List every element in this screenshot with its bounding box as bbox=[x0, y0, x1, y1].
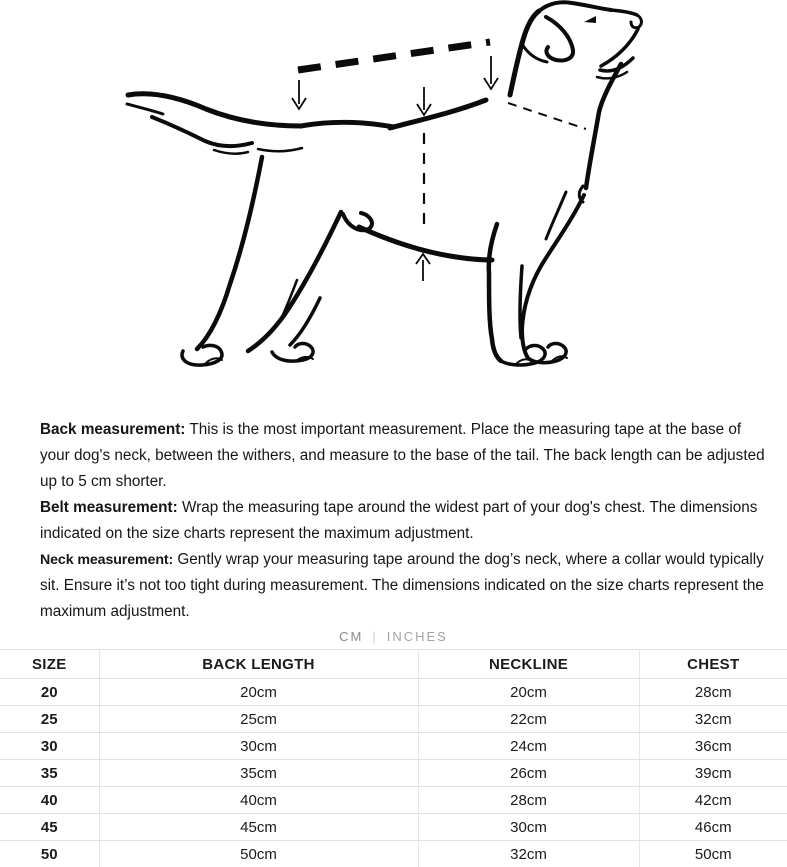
units-inches-button[interactable]: INCHES bbox=[386, 629, 448, 644]
neck-measurement-text: Gently wrap your measuring tape around the dog’s neck, where a collar would typically sit. Ensure it’s not too tight during measurement. The dimensions indicated on the size charts represent the maximum adjustment. bbox=[40, 551, 764, 620]
neck-back bbox=[510, 11, 539, 95]
back-length-cell: 35cm bbox=[99, 760, 418, 787]
front-leg-near bbox=[520, 266, 522, 338]
neckline-cell: 22cm bbox=[418, 706, 639, 733]
nose bbox=[631, 15, 641, 28]
measurement-instructions bbox=[0, 407, 787, 625]
tail bbox=[258, 148, 302, 151]
belt-measurement-label: Belt measurement: bbox=[40, 499, 178, 516]
units-toggle bbox=[0, 627, 787, 646]
chest-cell: 36cm bbox=[639, 733, 787, 760]
back-measurement-label: Back measurement: bbox=[40, 421, 186, 438]
neckline-cell: 32cm bbox=[418, 841, 639, 867]
hind-leg bbox=[197, 157, 262, 349]
back-length-cell: 20cm bbox=[99, 679, 418, 706]
back-line bbox=[390, 100, 486, 128]
muzzle bbox=[611, 10, 637, 15]
neckline-cell: 24cm bbox=[418, 733, 639, 760]
neckline-cell: 20cm bbox=[418, 679, 639, 706]
front-leg-near bbox=[489, 224, 501, 361]
neck-measurement-paragraph bbox=[40, 547, 771, 625]
table-row bbox=[0, 760, 787, 787]
back-line bbox=[301, 122, 394, 127]
belt-measurement-paragraph bbox=[40, 495, 771, 547]
neckline-cell: 30cm bbox=[418, 814, 639, 841]
eye bbox=[584, 16, 596, 23]
belly bbox=[359, 227, 492, 260]
hind-leg-far bbox=[290, 298, 320, 345]
back-length-cell: 30cm bbox=[99, 733, 418, 760]
size-chart-table bbox=[0, 649, 787, 867]
paw bbox=[182, 345, 222, 365]
table-row bbox=[0, 787, 787, 814]
chest-column-header: CHEST bbox=[639, 650, 787, 679]
back-length-dashed-line bbox=[298, 42, 490, 70]
table-row bbox=[0, 814, 787, 841]
table-header-row bbox=[0, 650, 787, 679]
tail bbox=[127, 104, 163, 114]
size-cell: 35 bbox=[0, 760, 99, 787]
chest-cell: 28cm bbox=[639, 679, 787, 706]
arrow-down-icon bbox=[417, 87, 431, 115]
size-cell: 40 bbox=[0, 787, 99, 814]
size-cell: 20 bbox=[0, 679, 99, 706]
back-length-cell: 25cm bbox=[99, 706, 418, 733]
size-cell: 30 bbox=[0, 733, 99, 760]
size-cell: 50 bbox=[0, 841, 99, 867]
ear bbox=[546, 17, 573, 61]
cheek bbox=[522, 44, 547, 62]
table-row bbox=[0, 679, 787, 706]
chest-cell: 50cm bbox=[639, 841, 787, 867]
measurement-guides bbox=[292, 42, 586, 281]
back-measurement-paragraph bbox=[40, 417, 771, 495]
size-column-header: SIZE bbox=[0, 650, 99, 679]
back-length-cell: 40cm bbox=[99, 787, 418, 814]
neckline-cell: 28cm bbox=[418, 787, 639, 814]
dog-measurement-diagram bbox=[0, 0, 787, 407]
chest-cell: 42cm bbox=[639, 787, 787, 814]
chest-cell: 39cm bbox=[639, 760, 787, 787]
arrow-up-icon bbox=[416, 254, 430, 281]
hind-leg bbox=[248, 212, 341, 351]
size-cell: 45 bbox=[0, 814, 99, 841]
neck-measurement-label: Neck measurement: bbox=[40, 552, 174, 568]
back-measurement-text: This is the most important measurement. Place the measuring tape at the base of your dog's neck, between the withers, and measure to the base of the tail. The back length can be adjusted up to 5 cm shorter. bbox=[40, 421, 765, 490]
chest-cell: 46cm bbox=[639, 814, 787, 841]
units-cm-button[interactable]: CM bbox=[339, 629, 364, 644]
size-cell: 25 bbox=[0, 706, 99, 733]
table-row bbox=[0, 733, 787, 760]
table-row bbox=[0, 841, 787, 867]
neckline-column-header: NECKLINE bbox=[418, 650, 639, 679]
throat bbox=[586, 64, 621, 188]
tail bbox=[214, 150, 248, 154]
head-top bbox=[539, 2, 611, 11]
flank bbox=[343, 213, 372, 230]
arrow-down-icon bbox=[484, 56, 498, 89]
table-row bbox=[0, 706, 787, 733]
neckline-dashed-line bbox=[508, 103, 586, 129]
chest-cell: 32cm bbox=[639, 706, 787, 733]
back-length-cell: 45cm bbox=[99, 814, 418, 841]
arrow-down-icon bbox=[292, 80, 306, 109]
belt-measurement-text: Wrap the measuring tape around the widest part of your dog's chest. The dimensions indicated on the size charts represent the maximum adjustment. bbox=[40, 499, 758, 542]
neckline-cell: 26cm bbox=[418, 760, 639, 787]
back-length-cell: 50cm bbox=[99, 841, 418, 867]
back-length-column-header: BACK LENGTH bbox=[99, 650, 418, 679]
units-separator: | bbox=[372, 629, 378, 644]
paw bbox=[272, 343, 313, 361]
